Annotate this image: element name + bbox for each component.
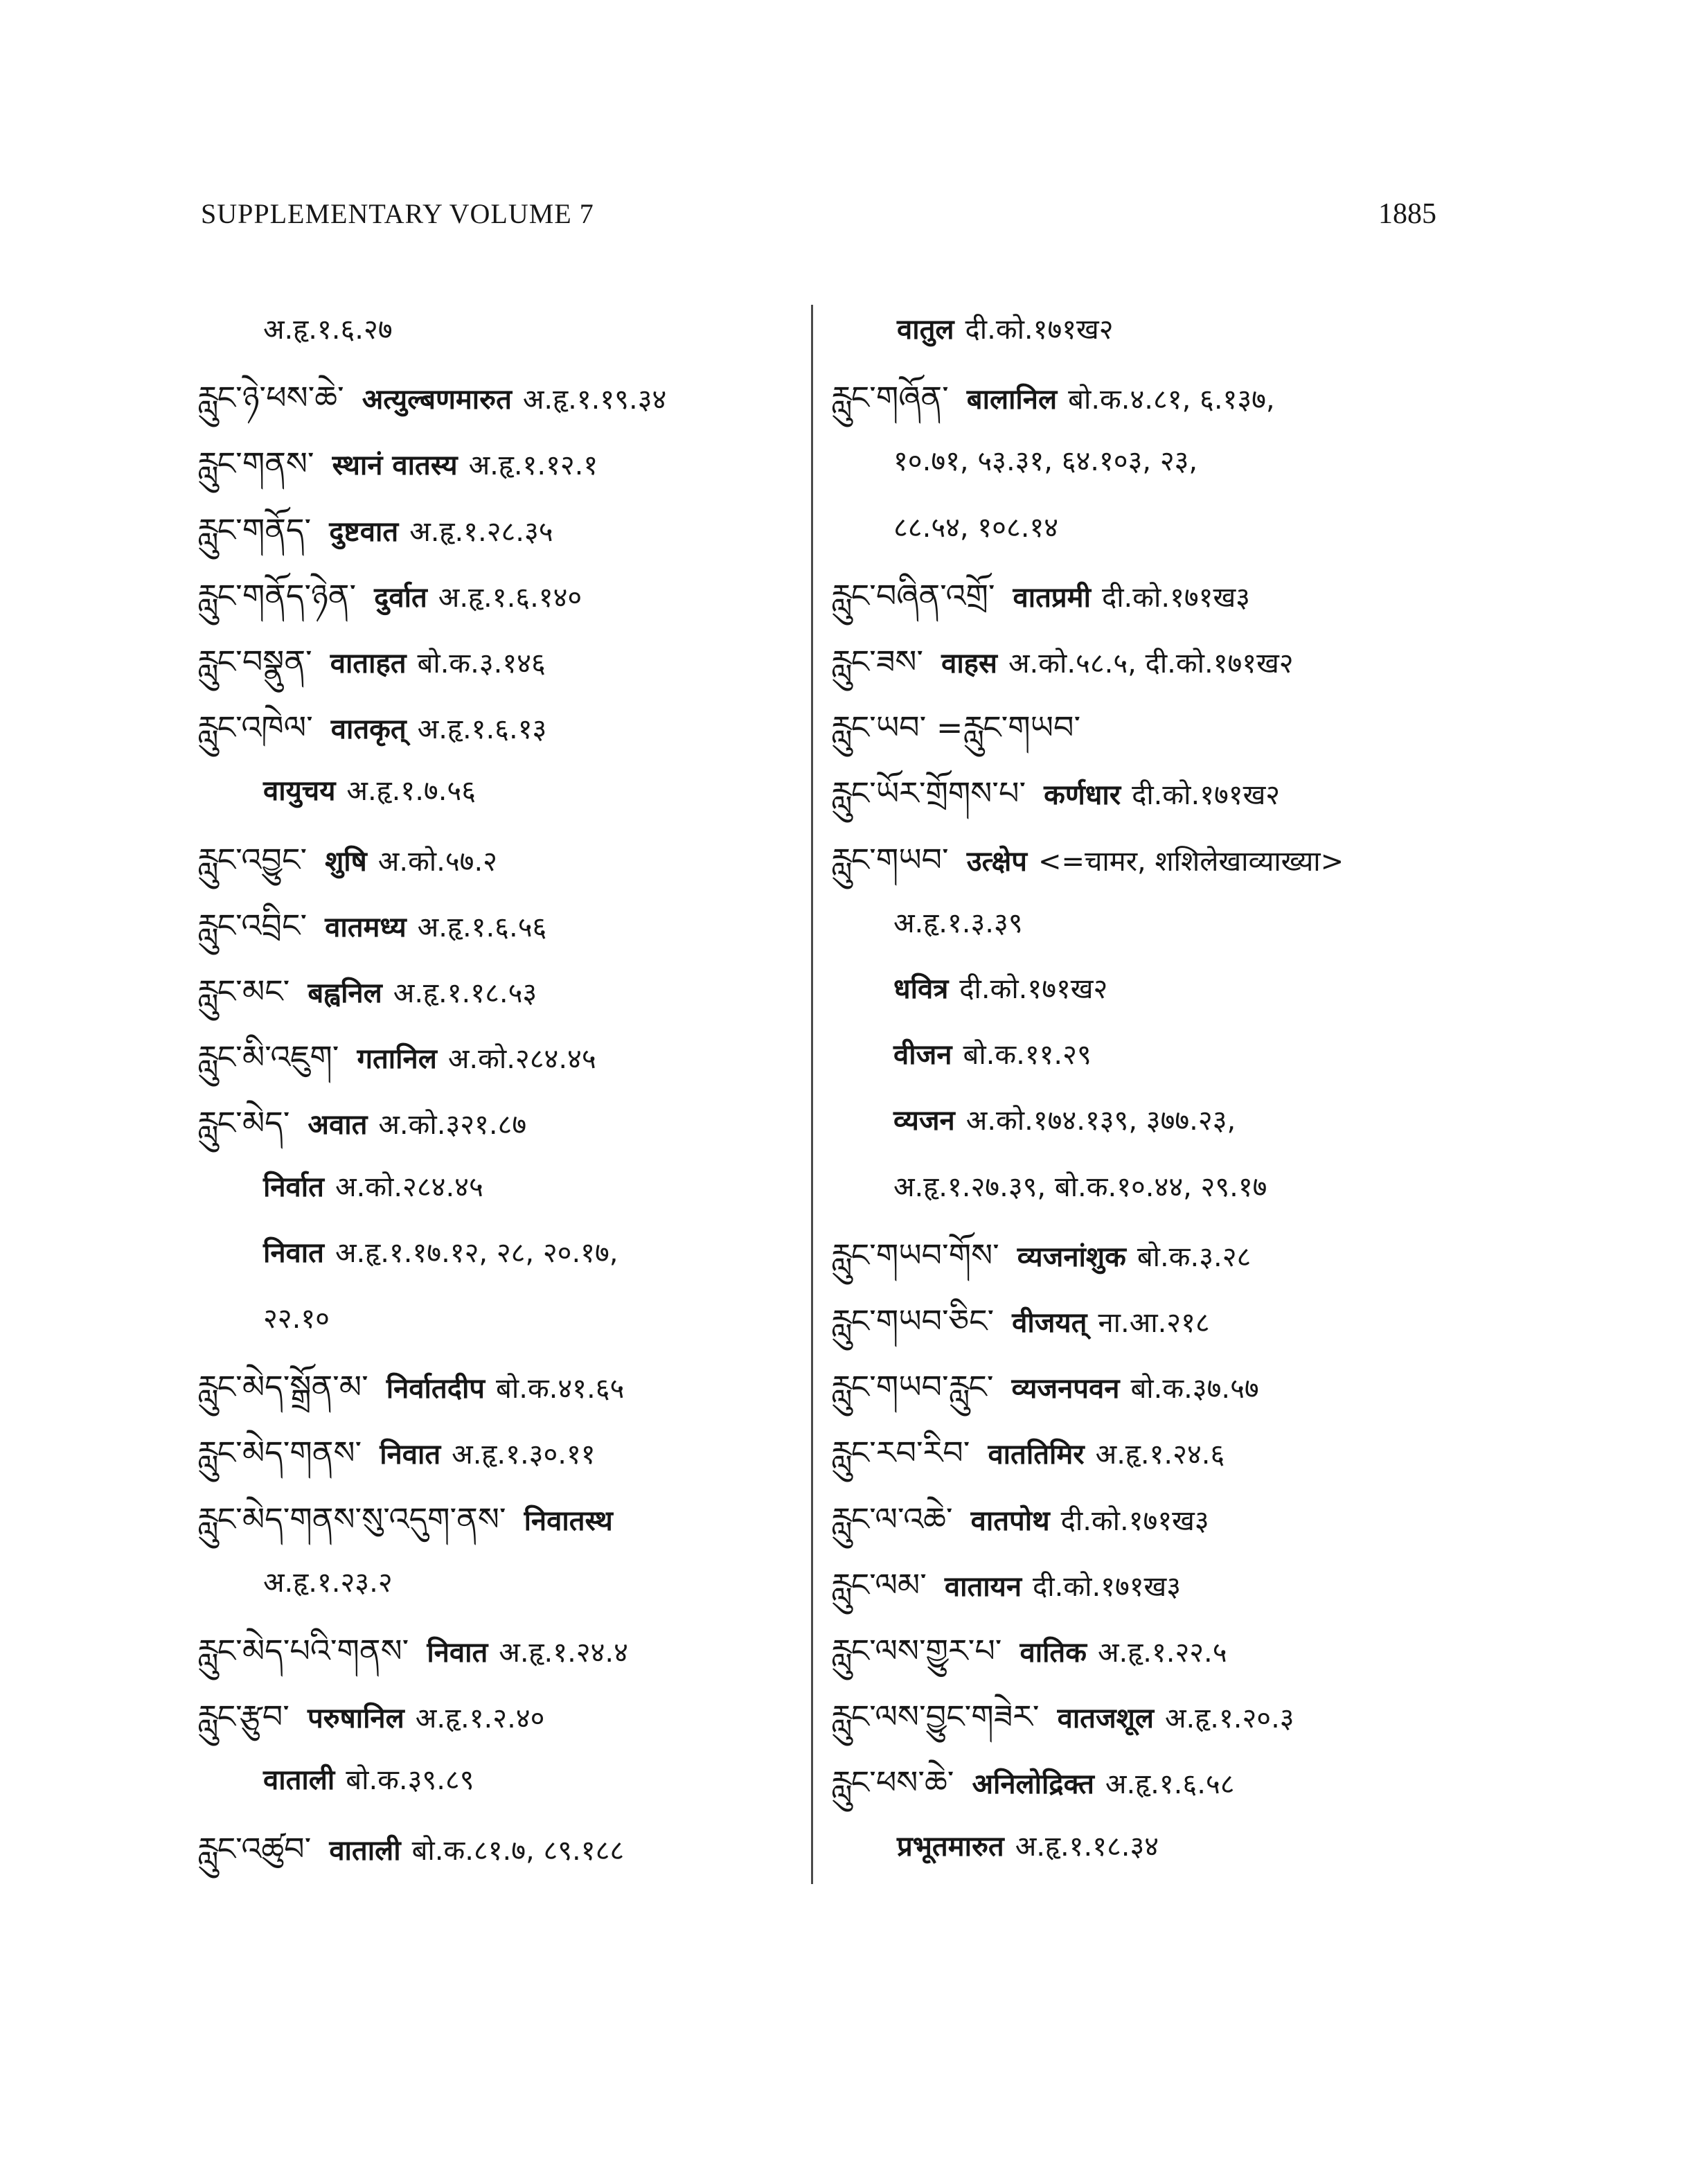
tibetan-headword: རླུང་རྩུབ་ xyxy=(197,1698,290,1736)
source-reference: दी.को.१७१ख३ xyxy=(1101,581,1250,614)
source-reference: दी.को.१७१ख३ xyxy=(1060,1504,1209,1537)
sanskrit-equivalent: निवातस्थ xyxy=(524,1504,613,1537)
tibetan-headword: རླུང་ལས་བྱུང་གཟེར་ xyxy=(831,1698,1040,1736)
dictionary-entry xyxy=(197,973,537,1011)
sanskrit-equivalent: वाताली xyxy=(263,1764,335,1797)
dictionary-entry xyxy=(831,1171,1267,1204)
source-reference: अ.हृ.१.३०.११ xyxy=(452,1439,596,1471)
source-reference: अ.हृ.१.६.१४० xyxy=(438,581,582,614)
dictionary-entry xyxy=(831,379,1275,417)
dictionary-entry xyxy=(831,643,1294,681)
tibetan-headword: རླུང་ཟས་ xyxy=(831,643,924,680)
dictionary-entry xyxy=(197,511,553,549)
dictionary-entry xyxy=(831,1764,1235,1802)
sanskrit-equivalent: उत्क्षेप xyxy=(966,845,1027,878)
dictionary-entry xyxy=(831,577,1250,615)
source-reference: दी.को.१७१ख२ xyxy=(959,973,1108,1005)
tibetan-headword: རླུང་འབྱུང་ xyxy=(197,840,308,878)
sanskrit-equivalent: वातपोथ xyxy=(970,1504,1050,1537)
dictionary-entry xyxy=(197,1104,526,1142)
source-reference: अ.को.५८.५, दी.को.१७१ख२ xyxy=(1008,648,1294,680)
sanskrit-equivalent: वातिक xyxy=(1019,1637,1087,1669)
source-reference: अ.हृ.१.२२.५ xyxy=(1097,1637,1227,1669)
source-reference: अ.को.२८४.४५ xyxy=(447,1043,596,1076)
sanskrit-equivalent: दुष्टवात xyxy=(329,515,399,548)
dictionary-entry xyxy=(831,445,1197,478)
sanskrit-equivalent: निवात xyxy=(263,1236,324,1269)
dictionary-entry xyxy=(197,1830,624,1868)
dictionary-entry xyxy=(197,841,497,879)
dictionary-entry xyxy=(831,841,1344,879)
dictionary-entry xyxy=(197,1566,393,1599)
dictionary-entry xyxy=(197,1632,628,1670)
source-reference: अ.हृ.१.२७.३९, बो.क.१०.४४, २९.१७ xyxy=(893,1171,1267,1203)
source-reference: अ.हृ.१.६.५८ xyxy=(1105,1768,1235,1801)
tibetan-headword: རླུང་མེད་གནས་སུ་འདུག་ནས་ xyxy=(197,1500,506,1538)
source-reference: अ.हृ.१.१२.१ xyxy=(468,450,598,482)
source-reference: अ.को.१७४.१३९, ३७७.२३, xyxy=(965,1105,1236,1137)
column-divider xyxy=(811,305,813,1884)
source-reference: दी.को.१७१ख३ xyxy=(1033,1570,1182,1603)
source-reference: अ.हृ.१.३.३९ xyxy=(893,907,1023,939)
dictionary-entry xyxy=(831,1038,1092,1072)
sanskrit-equivalent: व्यजन xyxy=(893,1105,955,1137)
source-reference: अ.हृ.१.१७.१२, २८, २०.१७, xyxy=(335,1236,618,1269)
tibetan-headword: རླུང་གཡབ་ཅིང་ xyxy=(831,1302,995,1340)
source-reference: ना.आ.२१८ xyxy=(1098,1307,1210,1339)
source-reference: बो.क.४.८१, ६.१३७, xyxy=(1068,384,1275,416)
dictionary-entry xyxy=(197,1302,330,1335)
sanskrit-equivalent: स्थानं वातस्य xyxy=(332,450,458,482)
dictionary-entry xyxy=(197,1368,624,1406)
source-reference: दी.को.१७१ख२ xyxy=(1132,779,1281,812)
sanskrit-equivalent: धवित्र xyxy=(893,973,949,1005)
dictionary-entry xyxy=(197,1500,624,1538)
dictionary-entry xyxy=(197,379,666,417)
dictionary-entry xyxy=(197,1698,544,1736)
dictionary-entry xyxy=(197,1171,483,1204)
dictionary-entry xyxy=(831,1698,1294,1736)
sanskrit-equivalent: वाताहत xyxy=(330,648,407,680)
dictionary-entry xyxy=(831,1104,1236,1137)
dictionary-entry xyxy=(831,1632,1227,1670)
sanskrit-equivalent: वीजन xyxy=(893,1039,952,1072)
source-reference: अ.हृ.१.१८.३४ xyxy=(1015,1830,1159,1863)
source-reference: बो.क.११.२९ xyxy=(963,1039,1092,1072)
dictionary-entry xyxy=(197,577,582,615)
dictionary-entry xyxy=(831,1368,1259,1406)
tibetan-headword: རླུང་མེད་པའི་གནས་ xyxy=(197,1632,409,1669)
tibetan-headword: རླུང་མེད་སྒྲོན་མ་ xyxy=(197,1368,368,1406)
tibetan-headword: རླུང་གནོད་ xyxy=(197,511,312,549)
source-reference: बो.क.३७.५७ xyxy=(1130,1373,1259,1405)
dictionary-entry xyxy=(197,445,598,483)
source-reference: अ.हृ.१.६.५६ xyxy=(417,911,547,943)
sanskrit-equivalent: अनिलोद्रिक्त xyxy=(972,1768,1094,1801)
tibetan-headword: རླུང་མང་ xyxy=(197,973,290,1010)
tibetan-headword: རླུང་གཡབ་རླུང་ xyxy=(831,1368,994,1406)
sanskrit-equivalent: प्रभूतमारुत xyxy=(897,1830,1004,1863)
tibetan-headword: རླུང་བཞིན་འགྲོ་ xyxy=(831,576,995,614)
dictionary-entry xyxy=(831,1566,1181,1604)
dictionary-entry xyxy=(831,511,1058,544)
sanskrit-equivalent: गतानिल xyxy=(357,1043,437,1076)
source-reference: अ.हृ.१.२०.३ xyxy=(1164,1703,1294,1735)
dictionary-entry xyxy=(831,1500,1209,1538)
source-reference: २२.१० xyxy=(263,1303,330,1335)
source-reference: अ.हृ.१.२४.४ xyxy=(499,1637,628,1669)
tibetan-headword: རླུང་རབ་རིབ་ xyxy=(831,1434,970,1472)
sanskrit-equivalent: दुर्वात xyxy=(374,581,427,614)
sanskrit-equivalent: निवात xyxy=(427,1637,488,1669)
dictionary-entry xyxy=(831,973,1107,1006)
source-reference: अ.हृ.१.६.२७ xyxy=(263,314,393,346)
sanskrit-equivalent: वातायन xyxy=(944,1570,1022,1603)
sanskrit-equivalent: शुषि xyxy=(325,845,367,878)
source-reference: ८८.५४, १०८.१४ xyxy=(893,511,1059,544)
source-reference: अ.को.३२१.८७ xyxy=(378,1109,527,1142)
source-reference: अ.हृ.१.२.४० xyxy=(415,1703,545,1735)
tibetan-headword: རླུང་མི་འཇུག་ xyxy=(197,1038,339,1076)
dictionary-entry xyxy=(197,313,393,346)
sanskrit-equivalent: बह्वनिल xyxy=(308,977,382,1009)
source-reference: बो.क.४१.६५ xyxy=(496,1373,625,1405)
tibetan-headword: རླུང་ལས་གྱུར་པ་ xyxy=(831,1632,1002,1669)
tibetan-headword: རླུང་ལ་འཆེ་ xyxy=(831,1500,953,1538)
tibetan-headword: རླུང་ཕས་ཆེ་ xyxy=(831,1764,954,1802)
dictionary-entry xyxy=(831,1302,1210,1340)
tibetan-headword: རླུང་འབྲིང་ xyxy=(197,906,308,944)
source-reference: अ.हृ.१.१९.३४ xyxy=(522,384,667,416)
sanskrit-equivalent: कर्णधार xyxy=(1044,779,1121,812)
dictionary-entry xyxy=(197,907,546,945)
sanskrit-equivalent: वातुल xyxy=(897,314,954,346)
dictionary-entry xyxy=(831,1434,1224,1472)
source-reference: अ.हृ.१.२४.६ xyxy=(1095,1439,1225,1471)
dictionary-entry xyxy=(197,1764,474,1797)
dictionary-entry xyxy=(197,643,546,681)
dictionary-entry xyxy=(197,709,546,747)
dictionary-entry xyxy=(831,1830,1159,1863)
dictionary-entry xyxy=(831,709,1098,747)
sanskrit-equivalent: व्यजनपवन xyxy=(1011,1373,1120,1405)
running-header: SUPPLEMENTARY VOLUME 7 xyxy=(201,198,594,229)
source-reference: बो.क.३.२८ xyxy=(1137,1241,1252,1273)
tibetan-headword: རླུང་ལམ་ xyxy=(831,1565,927,1604)
sanskrit-equivalent: वाततिमिर xyxy=(988,1439,1085,1471)
source-reference: बो.क.३.१४६ xyxy=(417,648,546,680)
sanskrit-equivalent: वातजशूल xyxy=(1057,1703,1154,1735)
tibetan-headword: རླུང་མེད་གནས་ xyxy=(197,1434,362,1472)
tibetan-headword: རླུང་ཉེ་ཕས་ཆེ་ xyxy=(197,379,344,417)
tibetan-headword: རླུང་གཡབ་གོས་ xyxy=(831,1236,999,1274)
source-reference: अ.हृ.१.२३.२ xyxy=(263,1566,393,1599)
tibetan-headword: རླུང་འཁེལ་ xyxy=(197,709,313,747)
sanskrit-equivalent: अवात xyxy=(308,1109,368,1142)
dictionary-entry xyxy=(831,313,1114,346)
source-reference: बो.क.८१.७, ८९.१८८ xyxy=(411,1834,625,1867)
sanskrit-equivalent: वीजयत् xyxy=(1012,1307,1087,1339)
tibetan-headword: རླུང་བསྣུན་ xyxy=(197,643,312,680)
dictionary-entry xyxy=(197,1038,596,1076)
sanskrit-equivalent: वायुचय xyxy=(263,775,336,808)
sanskrit-equivalent: निर्वात xyxy=(263,1171,324,1203)
sanskrit-equivalent: निर्वातदीप xyxy=(386,1373,486,1405)
tibetan-headword: རླུང་གནོད་ཉེན་ xyxy=(197,576,357,614)
dictionary-entry xyxy=(831,1236,1251,1275)
tibetan-headword: རླུང་གཡབ་ xyxy=(831,840,949,878)
sanskrit-equivalent: निवात xyxy=(380,1439,441,1471)
sanskrit-equivalent: वातप्रमी xyxy=(1013,581,1091,614)
source-reference: अ.हृ.१.६.१३ xyxy=(417,713,547,746)
dictionary-entry xyxy=(197,1236,618,1270)
sanskrit-equivalent: व्यजनांशुक xyxy=(1017,1241,1126,1273)
tibetan-headword: རླུང་མེད་ xyxy=(197,1104,290,1142)
tibetan-headword: རླུང་གཞོན་ xyxy=(831,379,949,417)
dictionary-entry xyxy=(197,1434,596,1472)
sanskrit-equivalent: बालानिल xyxy=(966,384,1058,416)
source-reference: <=चामर, शशिलेखाव्याख्या> xyxy=(1037,845,1344,878)
source-reference: १०.७१, ५३.३१, ६४.१०३, २३, xyxy=(893,445,1198,478)
tibetan-headword: རླུང་ཡབ་ =རླུང་གཡབ་ xyxy=(831,709,1081,747)
dictionary-entry xyxy=(831,774,1280,813)
sanskrit-equivalent: अत्युल्बणमारुत xyxy=(362,384,512,416)
source-reference: अ.हृ.१.७.५६ xyxy=(346,775,477,808)
source-reference: अ.को.२८४.४५ xyxy=(335,1171,483,1203)
sanskrit-equivalent: वातकृत् xyxy=(330,713,407,746)
sanskrit-equivalent: वाहस xyxy=(941,648,997,680)
tibetan-headword: རླུང་གནས་ xyxy=(197,445,314,483)
source-reference: अ.को.५७.२ xyxy=(377,845,497,878)
sanskrit-equivalent: परुषानिल xyxy=(307,1703,404,1735)
source-reference: अ.हृ.१.१८.५३ xyxy=(393,977,537,1009)
tibetan-headword: རླུང་འཚུབ་ xyxy=(197,1829,312,1867)
source-reference: दी.को.१७१ख२ xyxy=(965,314,1114,346)
sanskrit-equivalent: वाताली xyxy=(329,1834,401,1867)
page-number: 1885 xyxy=(1378,198,1436,230)
dictionary-entry xyxy=(831,907,1023,940)
source-reference: अ.हृ.१.२८.३५ xyxy=(409,515,553,548)
source-reference: बो.क.३९.८९ xyxy=(346,1764,474,1797)
tibetan-headword: རླུང་ཡོར་གྲོགས་པ་ xyxy=(831,774,1026,813)
sanskrit-equivalent: वातमध्य xyxy=(325,911,407,943)
dictionary-entry xyxy=(197,774,476,808)
